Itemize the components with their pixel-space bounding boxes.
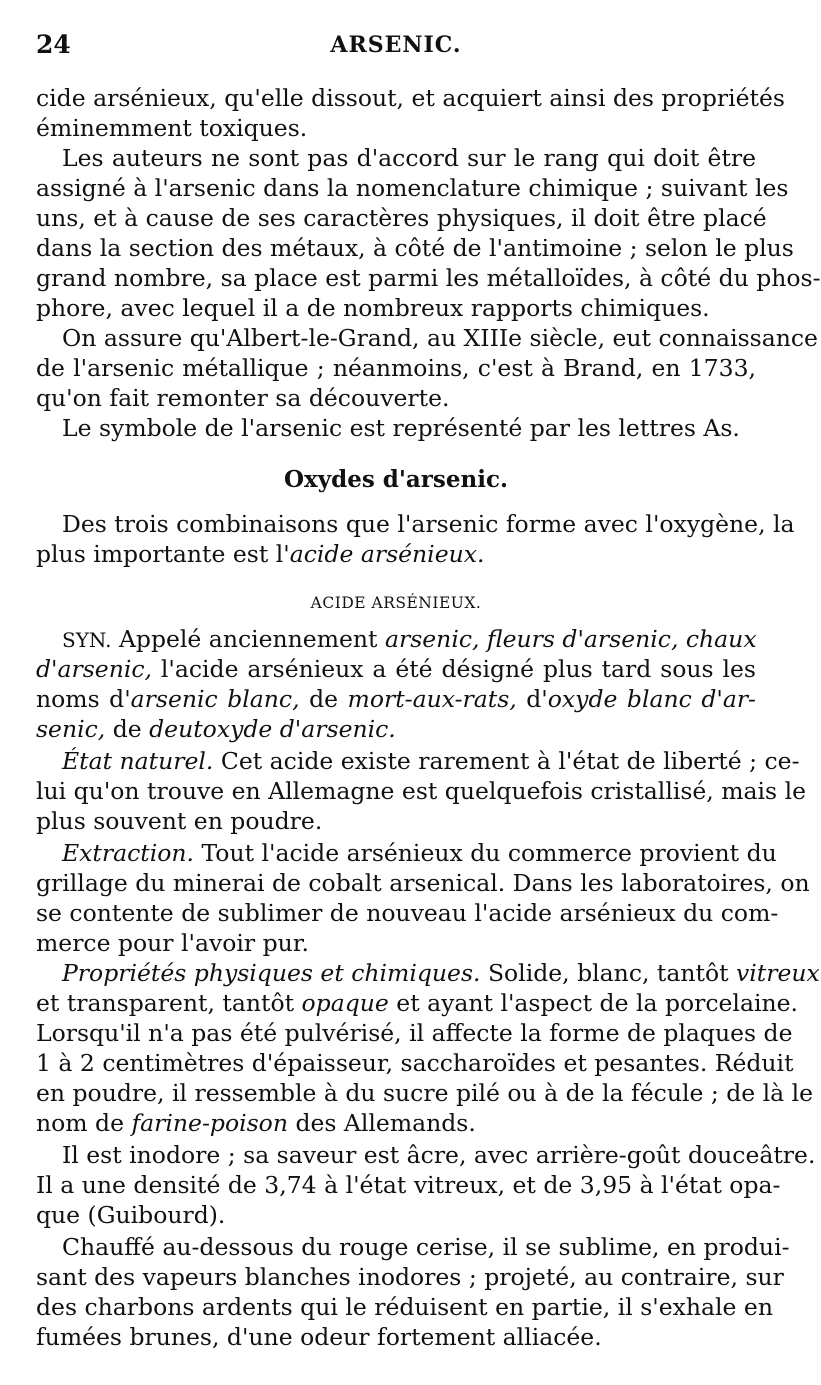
text-line: [36, 323, 818, 353]
text-line: [36, 173, 789, 203]
text-span: SYN.: [62, 628, 112, 652]
italic-span: senic,: [36, 715, 106, 743]
text-span: Cet acide existe rarement à l'état de liberté ; ce-: [213, 747, 800, 775]
text-line: [36, 1322, 756, 1352]
text-line: [36, 806, 756, 836]
text-span: plus souvent en poudre.: [36, 807, 323, 835]
text-span: nom de: [36, 1109, 132, 1137]
text-span: plus importante est l': [36, 540, 290, 568]
italic-span: opaque: [301, 989, 389, 1017]
text-span: se contente de sublimer de nouveau l'acide arsénieux du com-: [36, 899, 779, 927]
text-span: phore, avec lequel il a de nombreux rapports chimiques.: [36, 294, 710, 322]
italic-span: arsenic blanc,: [130, 685, 300, 713]
text-span: Les auteurs ne sont pas d'accord sur le rang qui doit être: [62, 144, 756, 172]
text-span: dans la section des métaux, à côté de l'antimoine ; selon le plus: [36, 234, 794, 262]
text-line: [36, 776, 807, 806]
italic-span: Propriétés physiques et chimiques.: [62, 959, 481, 987]
text-line: [36, 1292, 773, 1322]
text-span: sant des vapeurs blanches inodores ; projeté, au contraire, sur: [36, 1263, 784, 1291]
text-span: éminemment toxiques.: [36, 114, 308, 142]
text-line: [36, 684, 756, 714]
text-span: Tout l'acide arsénieux du commerce provient du: [193, 839, 777, 867]
text-line: [36, 113, 756, 143]
italic-span: État naturel.: [62, 747, 214, 775]
italic-span: mort-aux-rats,: [347, 685, 517, 713]
italic-span: arsenic, fleurs d'arsenic, chaux: [384, 625, 757, 653]
text-span: de: [299, 685, 348, 713]
text-span: de: [105, 715, 150, 743]
text-line: [36, 1170, 781, 1200]
text-line: [36, 1200, 756, 1230]
text-line: [36, 714, 756, 744]
text-line: [36, 233, 794, 263]
page-header: [36, 30, 756, 64]
text-span: Lorsqu'il n'a pas été pulvérisé, il affecte la forme de plaques de: [36, 1019, 793, 1047]
text-span: noms d': [36, 685, 131, 713]
text-line: [36, 83, 785, 113]
text-span: 1 à 2 centimètres d'épaisseur, saccharoïdes et pesantes. Réduit: [36, 1049, 794, 1077]
page-number: 24: [36, 30, 71, 59]
text-span: Oxydes d'arsenic.: [284, 466, 508, 493]
text-span: fumées brunes, d'une odeur fortement alliacée.: [36, 1323, 602, 1351]
text-span: et ayant l'aspect de la porcelaine.: [388, 989, 798, 1017]
text-span: que (Guibourd).: [36, 1201, 226, 1229]
text-line: [36, 746, 800, 776]
text-line: [36, 509, 795, 539]
text-span: grand nombre, sa place est parmi les métalloïdes, à côté du phos-: [36, 264, 821, 292]
running-title: ARSENIC.: [330, 32, 462, 58]
text-line: [36, 654, 756, 684]
text-span: Appelé anciennement: [111, 625, 385, 653]
text-span: uns, et à cause de ses caractères physiques, il doit être placé: [36, 204, 767, 232]
text-span: grillage du minerai de cobalt arsenical. Dans les laboratoires, on: [36, 869, 810, 897]
subsection-heading: [36, 588, 756, 618]
text-line: [36, 383, 756, 413]
text-span: et transparent, tantôt: [36, 989, 302, 1017]
text-span: des Allemands.: [287, 1109, 476, 1137]
text-line: [36, 1262, 784, 1292]
text-span: assigné à l'arsenic dans la nomenclature chimique ; suivant les: [36, 174, 789, 202]
text-span: On assure qu'Albert-le-Grand, au XIIIe siècle, eut connaissance: [62, 324, 818, 352]
italic-span: d'arsenic,: [36, 655, 152, 683]
italic-span: acide arsénieux.: [289, 540, 485, 568]
text-span: Solide, blanc, tantôt: [480, 959, 737, 987]
text-span: lui qu'on trouve en Allemagne est quelquefois cristallisé, mais le: [36, 777, 807, 805]
text-span: Il est inodore ; sa saveur est âcre, avec arrière-goût douceâtre.: [62, 1141, 816, 1169]
text-line: [36, 143, 756, 173]
text-span: d': [516, 685, 548, 713]
text-line: [36, 1108, 756, 1138]
italic-span: farine-poison: [131, 1109, 288, 1137]
text-line: [36, 263, 821, 293]
text-line: [36, 413, 756, 443]
text-span: merce pour l'avoir pur.: [36, 929, 309, 957]
text-line: [36, 898, 779, 928]
italic-span: oxyde blanc d'ar-: [547, 685, 757, 713]
text-line: [36, 868, 810, 898]
text-line: [36, 1140, 816, 1170]
text-span: en poudre, il ressemble à du sucre pilé ou à de la fécule ; de là le: [36, 1079, 814, 1107]
text-line: [36, 624, 756, 654]
italic-span: deutoxyde d'arsenic.: [149, 715, 396, 743]
text-line: [36, 203, 767, 233]
italic-span: vitreux: [736, 959, 820, 987]
section-heading: [36, 465, 756, 495]
text-span: Il a une densité de 3,74 à l'état vitreux, et de 3,95 à l'état opa-: [36, 1171, 781, 1199]
text-span: Chauffé au-dessous du rouge cerise, il se sublime, en produi-: [62, 1233, 790, 1261]
text-span: cide arsénieux, qu'elle dissout, et acquiert ainsi des propriétés: [36, 84, 785, 112]
italic-span: Extraction.: [62, 839, 194, 867]
text-span: l'acide arsénieux a été désigné plus tard sous les: [152, 655, 756, 683]
text-line: [36, 1232, 790, 1262]
text-line: [36, 988, 798, 1018]
text-line: [36, 1018, 793, 1048]
text-span: Des trois combinaisons que l'arsenic forme avec l'oxygène, la: [62, 510, 795, 538]
text-line: [36, 1078, 814, 1108]
text-span: Le symbole de l'arsenic est représenté par les lettres As.: [62, 414, 740, 442]
text-line: [36, 928, 756, 958]
text-line: [36, 958, 820, 988]
text-line: [36, 539, 756, 569]
text-line: [36, 838, 777, 868]
text-line: [36, 1048, 794, 1078]
text-span: ACIDE ARSÉNIEUX.: [310, 594, 482, 612]
text-span: de l'arsenic métallique ; néanmoins, c'est à Brand, en 1733,: [36, 354, 756, 382]
text-line: [36, 293, 756, 323]
text-span: qu'on fait remonter sa découverte.: [36, 384, 450, 412]
text-line: [36, 353, 756, 383]
text-span: des charbons ardents qui le réduisent en partie, il s'exhale en: [36, 1293, 773, 1321]
